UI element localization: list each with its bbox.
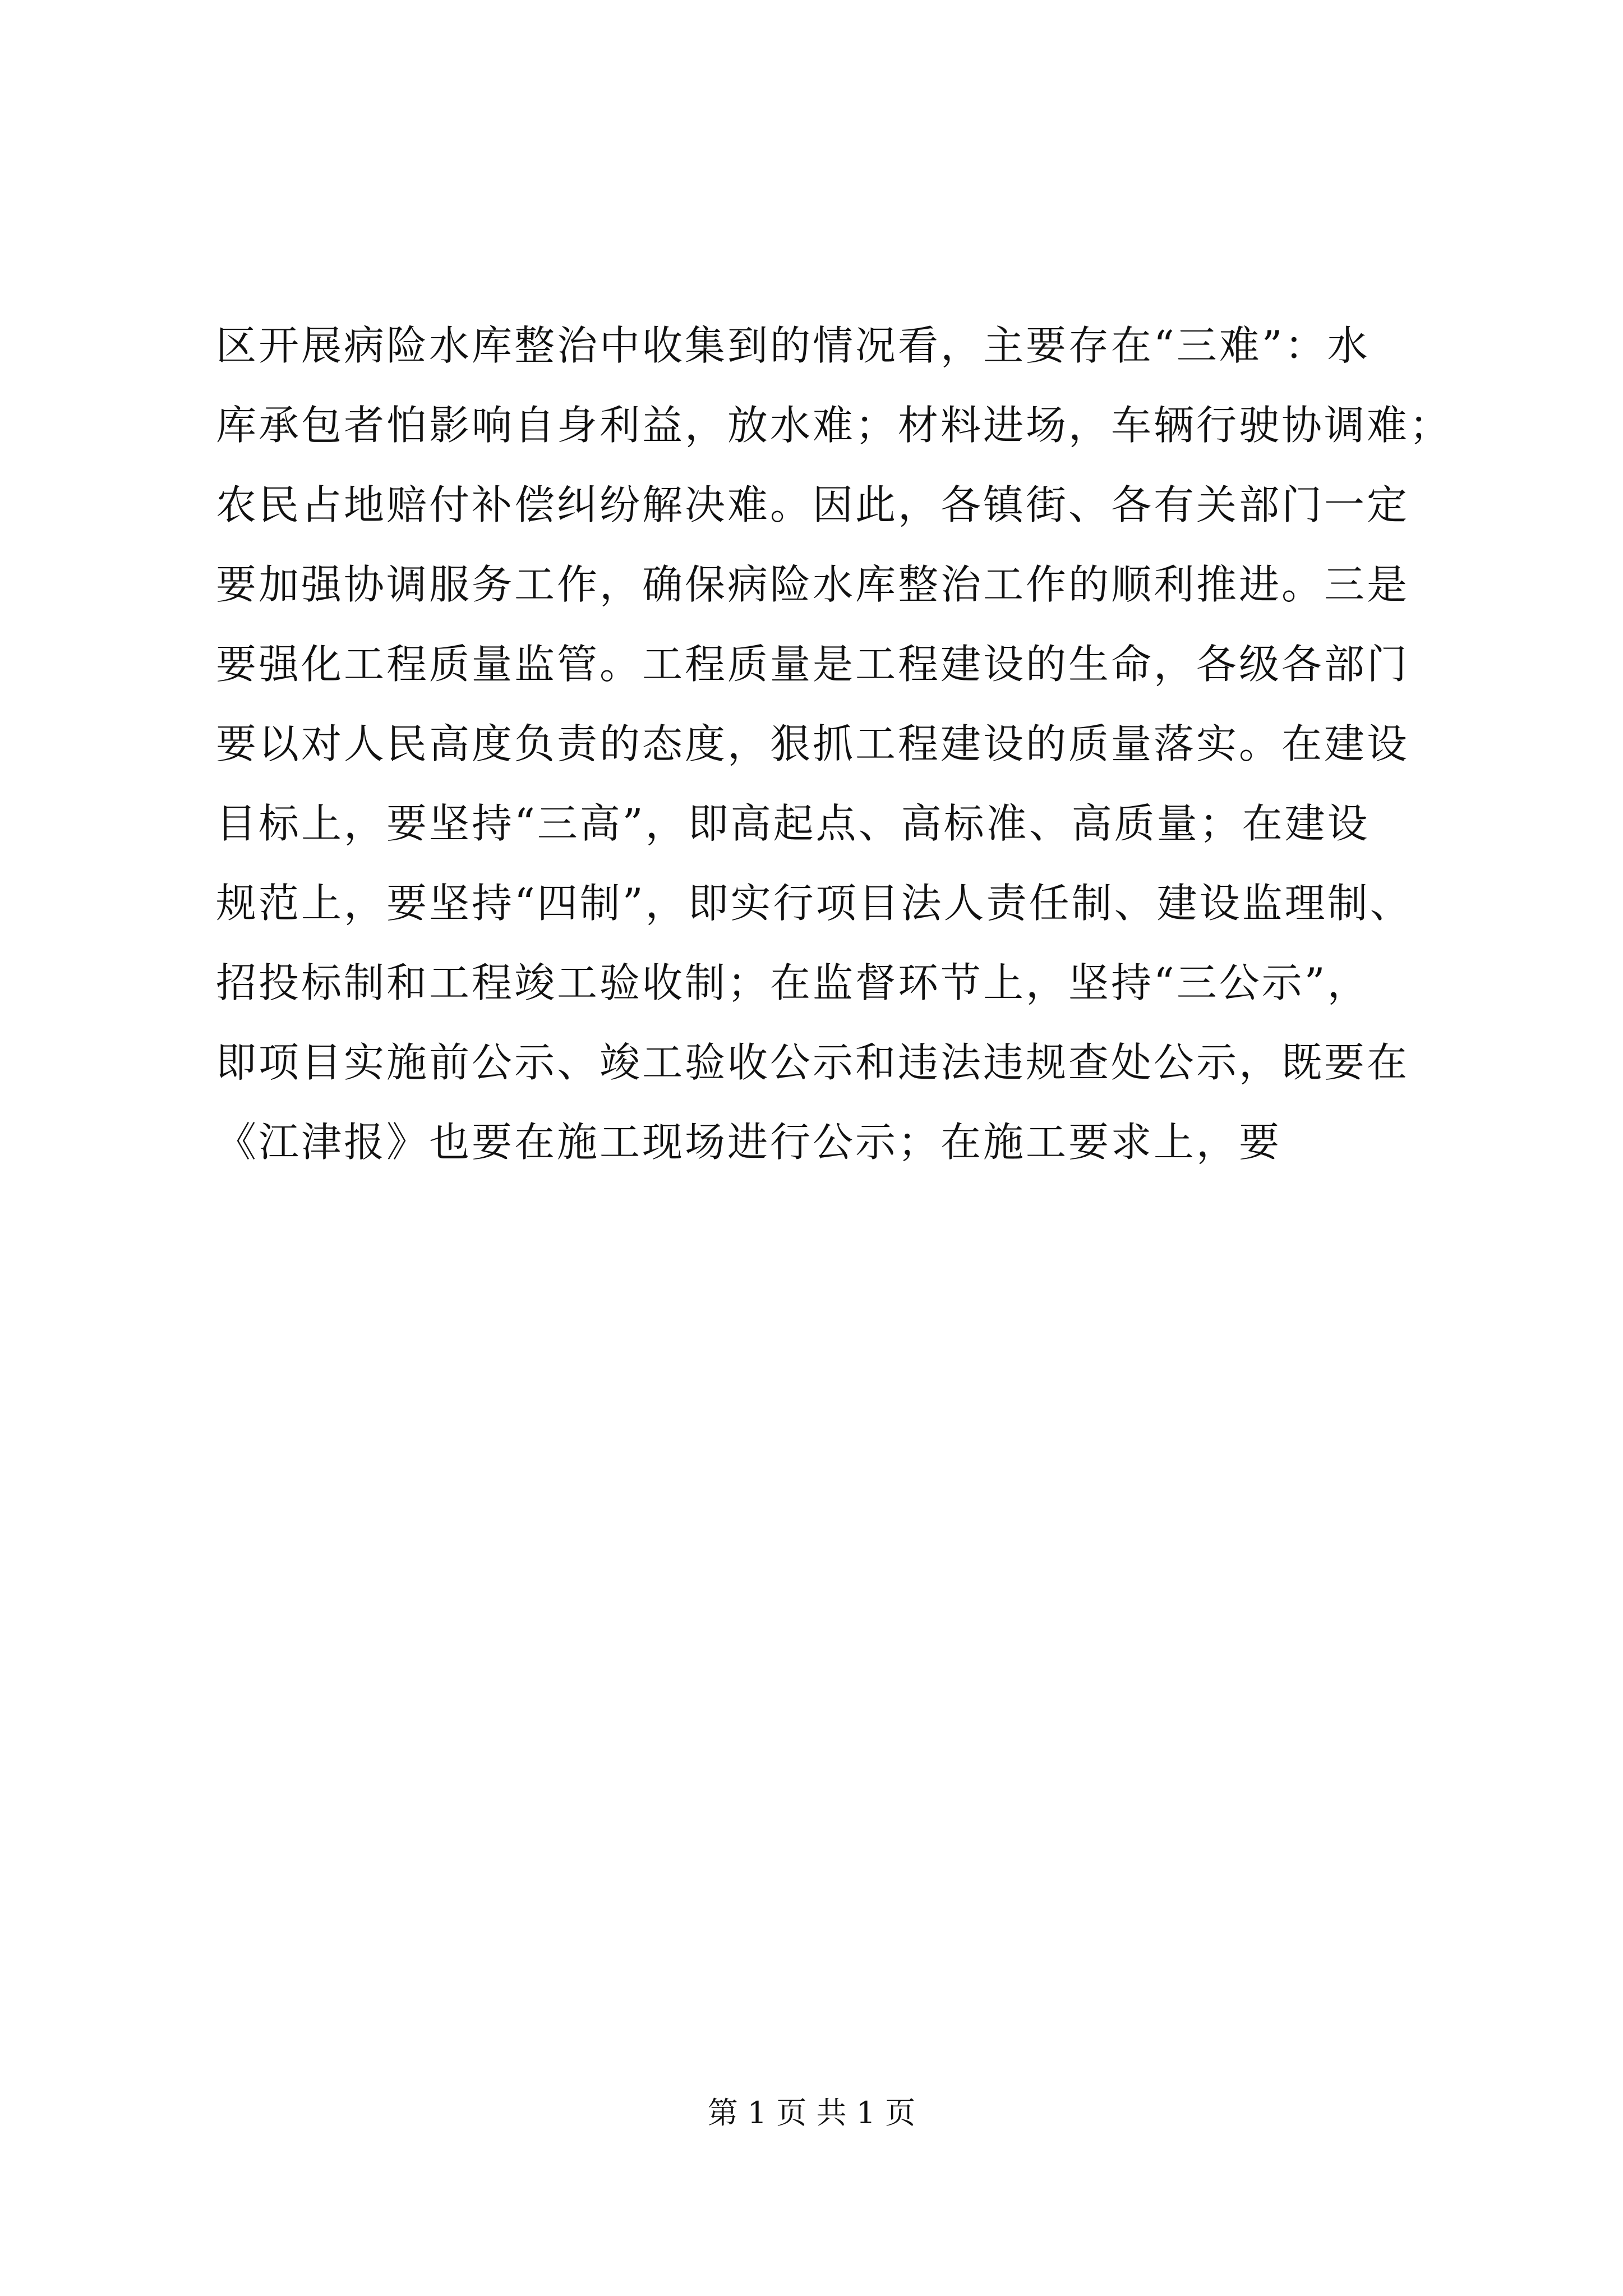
body-line: 《江津报》也要在施工现场进行公示；在施工要求上，要 (216, 1119, 1282, 1166)
body-line: 即项目实施前公示、竣工验收公示和违法违规查处公示，既要在 (216, 1039, 1410, 1086)
page-footer (0, 2093, 1623, 2133)
body-line: 规范上，要坚持“四制”，即实行项目法人责任制、建设监理制、 (216, 880, 1413, 927)
body-line: 区开展病险水库整治中收集到的情况看，主要存在“三难”：水 (216, 322, 1370, 369)
body-line: 要以对人民高度负责的态度，狠抓工程建设的质量落实。在建设 (216, 720, 1410, 767)
body-line: 要加强协调服务工作，确保病险水库整治工作的顺利推进。三是 (216, 561, 1410, 608)
body-line: 要强化工程质量监管。工程质量是工程建设的生命，各级各部门 (216, 641, 1410, 688)
body-text (216, 306, 1453, 1182)
body-line: 招投标制和工程竣工验收制；在监督环节上，坚持“三公示”， (216, 959, 1370, 1006)
body-line: 目标上，要坚持“三高”，即高起点、高标准、高质量；在建设 (216, 800, 1370, 847)
page-number: 第 1 页 共 1 页 (707, 2095, 916, 2131)
body-line: 库承包者怕影响自身利益，放水难；材料进场，车辆行驶协调难； (216, 402, 1453, 449)
body-line: 农民占地赔付补偿纠纷解决难。因此，各镇街、各有关部门一定 (216, 481, 1410, 528)
